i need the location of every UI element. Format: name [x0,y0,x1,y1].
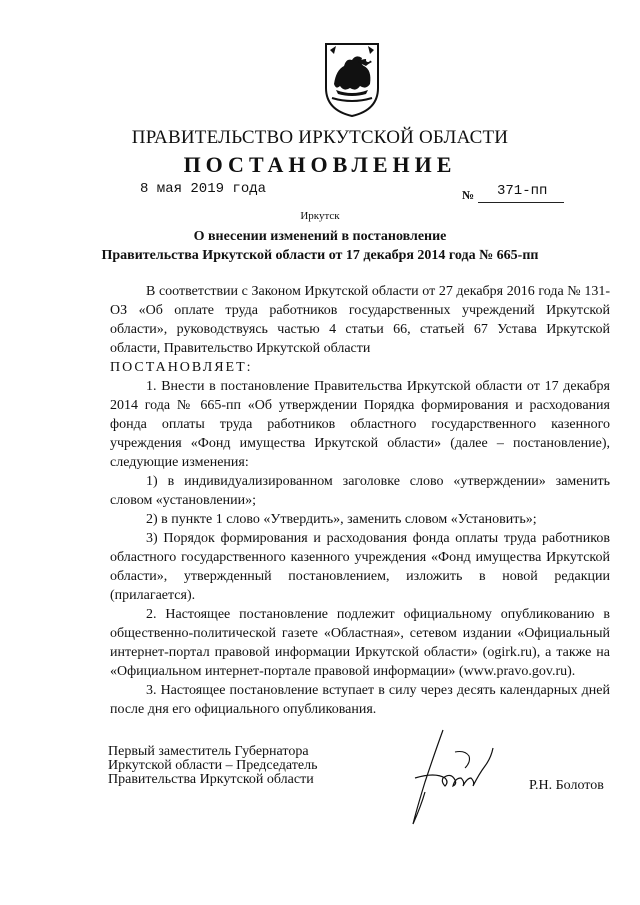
government-title: ПРАВИТЕЛЬСТВО ИРКУТСКОЙ ОБЛАСТИ [131,127,509,148]
irkutsk-coat-of-arms-icon [322,40,382,118]
position-line-2: Иркутской области – Председатель [108,758,318,773]
signatory-position [108,745,317,787]
paragraph-1-item-1: 1) в индивидуализированном заголовке слово «утверждении» заменить словом «установлении»; [110,474,610,508]
document-date: 8 мая 2019 года [140,181,267,197]
paragraph-1-item-3: 3) Порядок формирования и расходования фонда оплаты труда работников областного государственного казенного учреждения «Фонд имущества Иркутской области», утвержденный постановлением, изложить в новой редакции (прилагается). [110,531,610,603]
document-subject [0,227,640,265]
document-number: 371-пп [497,183,548,199]
position-line-1: Первый заместитель Губернатора [108,744,309,759]
document-body [110,282,610,719]
number-sign: № [462,188,475,202]
number-underline [478,202,564,203]
paragraph-2: 2. Настоящее постановление подлежит официальному опубликованию в общественно-политической газете «Областная», сетевом издании «Официальный интернет-портал правовой информации Иркутской области» (ogirk.ru), а также на «Официальном интернет-портале правовой информации» (www.pravo.gov.ru). [110,607,610,679]
preamble-paragraph: В соответствии с Законом Иркутской области от 27 декабря 2016 года № 131-ОЗ «Об оплате труда работников государственных учреждений Иркутской области», руководствуясь частью 4 статьи 66, статьей 67 Устава Иркутской области, Правительство Иркутской области [110,284,610,356]
resolves-heading: ПОСТАНОВЛЯЕТ: [110,360,253,375]
subject-line-1: О внесении изменений в постановление [193,229,447,244]
paragraph-1: 1. Внести в постановление Правительства Иркутской области от 17 декабря 2014 года № 665-пп «Об утверждении Порядка формирования и расходования фонда оплаты труда работников областного государственного казенного учреждения «Фонд имущества Иркутской области» (далее – постановление), следующие изменения: [110,379,610,470]
signatory-name: Р.Н. Болотов [529,778,604,793]
paragraph-1-item-2: 2) в пункте 1 слово «Утвердить», заменить словом «Установить»; [146,512,537,527]
position-line-3: Правительства Иркутской области [108,772,314,787]
handwritten-signature [395,722,505,832]
document-type: ПОСТАНОВЛЕНИЕ [183,152,457,177]
city: Иркутск [300,210,340,222]
subject-line-2: Правительства Иркутской области от 17 декабря 2014 года № 665-пп [101,248,539,263]
paragraph-3: 3. Настоящее постановление вступает в силу через десять календарных дней после дня его официального опубликования. [110,683,610,717]
